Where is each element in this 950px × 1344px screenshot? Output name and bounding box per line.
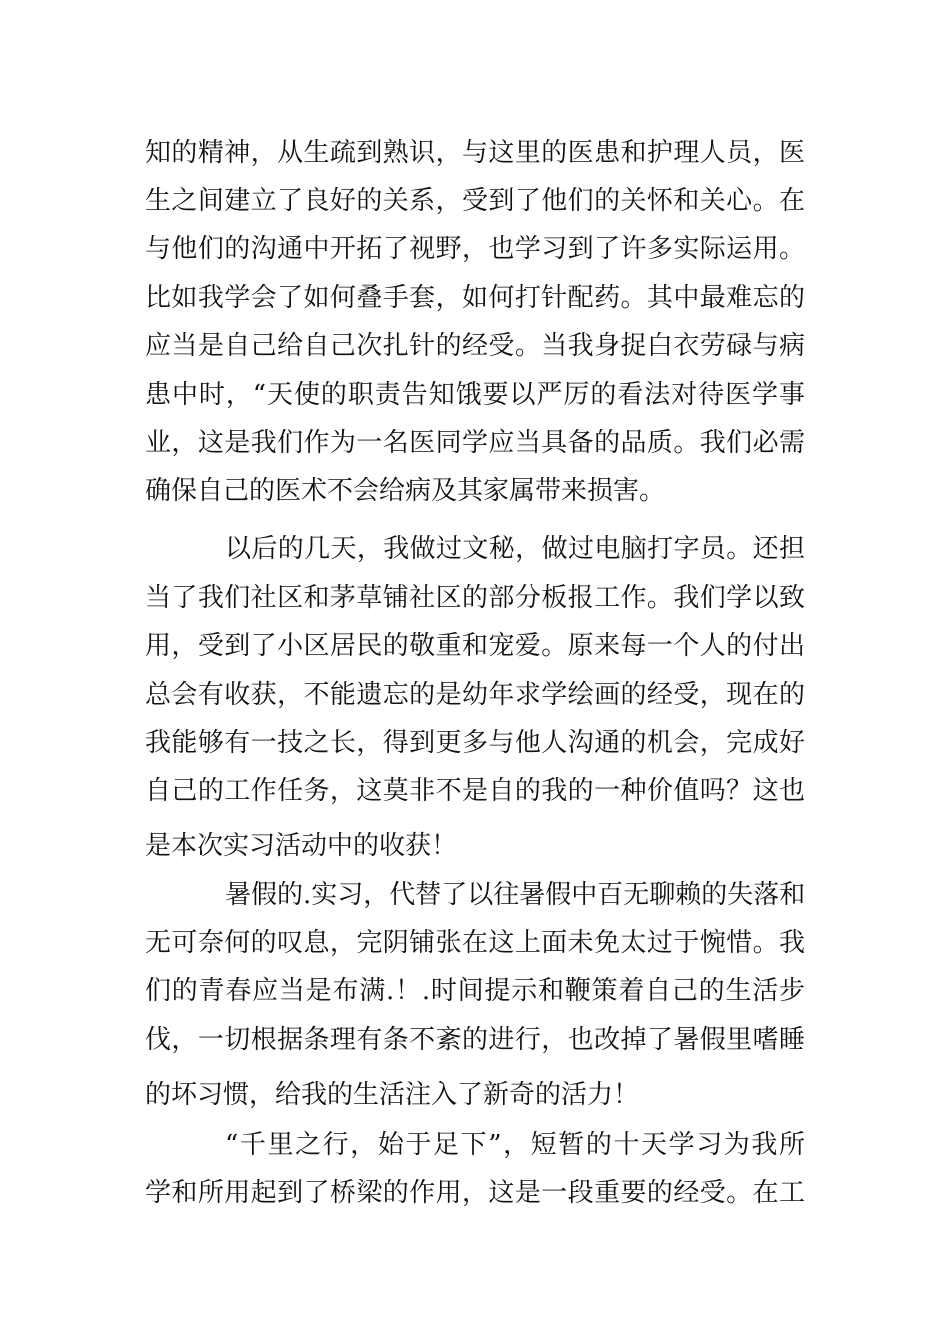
text-line: 是本次实习活动中的收获！ [145,831,458,861]
text-line: 们的青春应当是布满.！.时间提示和鞭策着自己的生活步 [145,976,805,1006]
text-line: 总会有收获，不能遗忘的是幼年求学绘画的经受，现在的 [145,680,805,710]
text-line: 比如我学会了如何叠手套，如何打针配药。其中最难忘的 [145,283,805,313]
text-line: 知的精神，从生疏到熟识，与这里的医患和护理人员，医 [145,138,805,168]
text-line: 应当是自己给自己次扎针的经受。当我身捉白衣劳碌与病 [145,331,805,361]
text-line: 与他们的沟通中开拓了视野，也学习到了许多实际运用。 [145,234,805,264]
paragraph-first-line: 以后的几天，我做过文秘，做过电脑打字员。还担 [225,534,805,564]
text-line: 的坏习惯，给我的生活注入了新奇的活力！ [145,1080,640,1110]
paragraph-first-line: “千里之行，始于足下”，短暂的十天学习为我所 [225,1130,805,1160]
text-line: 无可奈何的叹息，完阴铺张在这上面未免太过于惋惜。我 [145,928,805,958]
text-line: 当了我们社区和茅草铺社区的部分板报工作。我们学以致 [145,583,805,613]
text-line: 学和所用起到了桥梁的作用，这是一段重要的经受。在工 [145,1178,805,1208]
text-line: 伐，一切根据条理有条不紊的进行，也改掉了暑假里嗜睡 [145,1025,805,1055]
text-line: 生之间建立了良好的关系，受到了他们的关怀和关心。在 [145,186,805,216]
paragraph-first-line: 暑假的.实习，代替了以往暑假中百无聊赖的失落和 [225,880,806,910]
text-line: 业，这是我们作为一名医同学应当具备的品质。我们必需 [145,428,805,458]
text-line: 我能够有一技之长，得到更多与他人沟通的机会，完成好 [145,728,805,758]
text-line: 患中时，“天使的职责告知饿要以严厉的看法对待医学事 [145,380,805,410]
text-line: 用，受到了小区居民的敬重和宠爱。原来每一个人的付出 [145,631,805,661]
text-line: 自己的工作任务，这莫非不是自的我的一种价值吗？这也 [145,776,805,806]
text-line: 确保自己的医术不会给病及其家属带来损害。 [145,476,666,506]
